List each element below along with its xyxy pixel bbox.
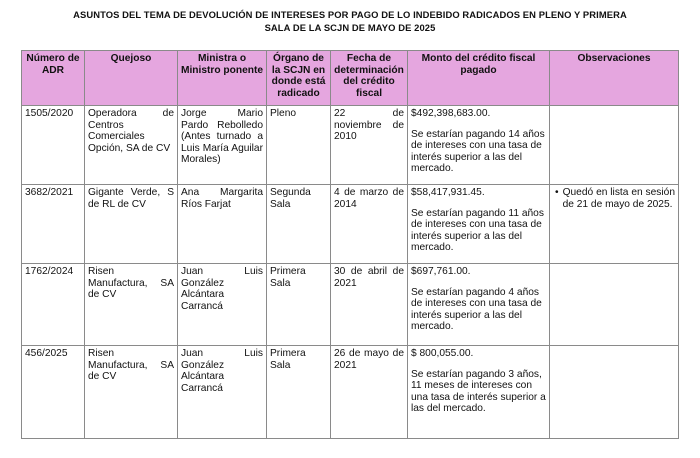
cell-fecha: 26 de mayo de 2021 [331, 346, 408, 439]
cell-ministro: Juan Luis González Alcántara Carrancá [178, 346, 267, 439]
table-row [22, 264, 679, 346]
cell-monto [408, 106, 550, 185]
table-row [22, 346, 679, 439]
cell-ministro: Jorge Mario Pardo Rebolledo (Antes turnado a Luis María Aguilar Morales) [178, 106, 267, 185]
monto-note: Se estarían pagando 14 años de intereses con una tasa de interés superior a las del mercado. [411, 128, 545, 174]
cell-adr: 456/2025 [22, 346, 85, 439]
cell-quejoso: Risen Manufactura, SA de CV [85, 346, 178, 439]
monto-amount: $ 800,055.00. [411, 348, 474, 359]
title-line-1: ASUNTOS DEL TEMA DE DEVOLUCIÓN DE INTERESES POR PAGO DE LO INDEBIDO RADICADOS EN PLENO Y PRIMERA [73, 9, 627, 20]
cell-observaciones [550, 185, 679, 264]
header-adr: Número de ADR [22, 51, 85, 106]
cell-observaciones [550, 264, 679, 346]
cell-organo: Primera Sala [267, 264, 331, 346]
title-line-2: SALA DE LA SCJN DE MAYO DE 2025 [264, 22, 436, 33]
cases-table [21, 50, 679, 439]
cell-quejoso: Operadora de Centros Comerciales Opción, SA de CV [85, 106, 178, 185]
header-organo: Órgano de la SCJN en donde está radicado [267, 51, 331, 106]
cell-organo: Pleno [267, 106, 331, 185]
cell-fecha: 30 de abril de 2021 [331, 264, 408, 346]
cell-observaciones [550, 346, 679, 439]
monto-note: Se estarían pagando 3 años, 11 meses de intereses con una tasa de interés superior a las del mercado. [411, 368, 546, 414]
header-row [22, 51, 679, 106]
cell-organo: Primera Sala [267, 346, 331, 439]
monto-amount: $58,417,931.45. [411, 187, 485, 198]
table-row [22, 185, 679, 264]
cell-monto [408, 264, 550, 346]
cell-quejoso: Gigante Verde, S de RL de CV [85, 185, 178, 264]
document-title [14, 0, 686, 34]
observation-text: Quedó en lista en sesión de 21 de mayo de 2025. [562, 187, 675, 210]
cell-monto [408, 185, 550, 264]
cell-ministro: Juan Luis González Alcántara Carrancá [178, 264, 267, 346]
cell-adr: 1762/2024 [22, 264, 85, 346]
cell-ministro: Ana Margarita Ríos Farjat [178, 185, 267, 264]
cell-organo: Segunda Sala [267, 185, 331, 264]
header-ministro: Ministra o Ministro ponente [178, 51, 267, 106]
monto-note: Se estarían pagando 4 años de intereses con una tasa de interés superior a las del mercado. [411, 286, 542, 332]
cell-monto [408, 346, 550, 439]
table-row [22, 106, 679, 185]
observation-item [553, 187, 675, 210]
monto-amount: $697,761.00. [411, 266, 471, 277]
cell-quejoso: Risen Manufactura, SA de CV [85, 264, 178, 346]
header-quejoso: Quejoso [85, 51, 178, 106]
cell-fecha: 22 de noviembre de 2010 [331, 106, 408, 185]
header-monto: Monto del crédito fiscal pagado [408, 51, 550, 106]
cell-observaciones [550, 106, 679, 185]
cell-adr: 1505/2020 [22, 106, 85, 185]
header-observaciones: Observaciones [550, 51, 679, 106]
monto-note: Se estarían pagando 11 años de intereses con una tasa de interés superior a las del mercado. [411, 207, 544, 253]
bullet-icon: • [555, 187, 559, 198]
header-fecha: Fecha de determinación del crédito fiscal [331, 51, 408, 106]
cell-fecha: 4 de marzo de 2014 [331, 185, 408, 264]
monto-amount: $492,398,683.00. [411, 108, 491, 119]
cell-adr: 3682/2021 [22, 185, 85, 264]
